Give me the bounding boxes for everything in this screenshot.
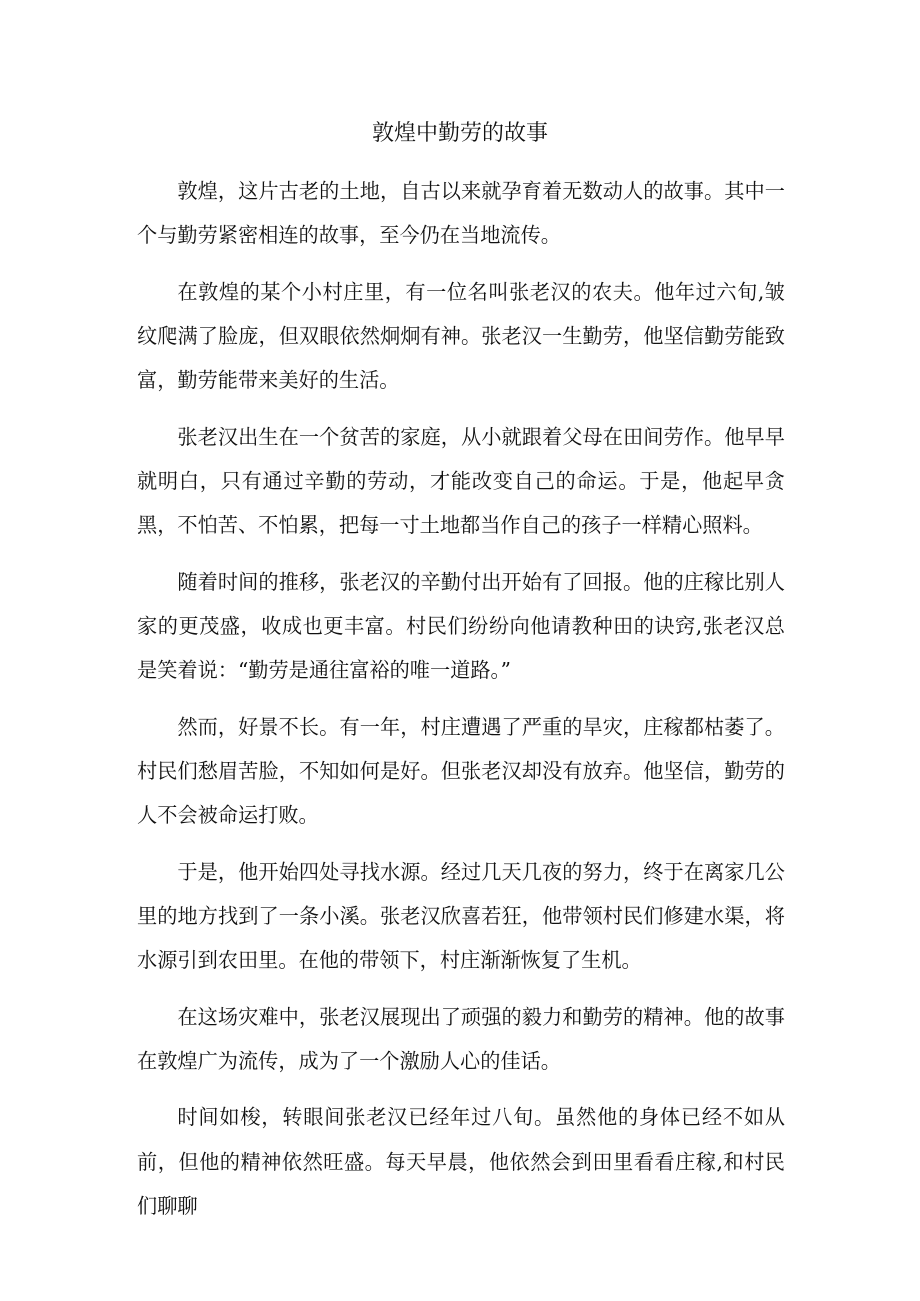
document-title: 敦煌中勤劳的故事	[371, 121, 548, 146]
paragraph: 在敦煌的某个小村庄里，有一位名叫张老汉的农夫。他年过六旬,皱纹爬满了脸庞，但双眼依然炯炯有神。张老汉一生勤劳，他坚信勤劳能致富，勤劳能带来美好的生活。	[137, 279, 785, 393]
paragraph: 时间如梭，转眼间张老汉已经年过八旬。虽然他的身体已经不如从前，但他的精神依然旺盛。每天早晨，他依然会到田里看看庄稼,和村民们聊聊	[137, 1105, 785, 1219]
paragraph: 于是，他开始四处寻找水源。经过几天几夜的努力，终于在离家几公里的地方找到了一条小溪。张老汉欣喜若狂，他带领村民们修建水渠，将水源引到农田里。在他的带领下，村庄渐渐恢复了生机。	[137, 859, 785, 973]
paragraph: 张老汉出生在一个贫苦的家庭，从小就跟着父母在田间劳作。他早早就明白，只有通过辛勤的劳动，才能改变自己的命运。于是，他起早贪黑，不怕苦、不怕累，把每一寸土地都当作自己的孩子一样精心照料。	[137, 424, 785, 538]
paragraph: 敦煌，这片古老的土地，自古以来就孕育着无数动人的故事。其中一个与勤劳紧密相连的故事，至今仍在当地流传。	[137, 179, 785, 248]
paragraph: 然而，好景不长。有一年，村庄遭遇了严重的旱灾，庄稼都枯萎了。村民们愁眉苦脸，不知如何是好。但张老汉却没有放弃。他坚信，勤劳的人不会被命运打败。	[137, 714, 785, 828]
document-body	[137, 169, 785, 1240]
paragraph: 在这场灾难中，张老汉展现出了顽强的毅力和勤劳的精神。他的故事在敦煌广为流传，成为了一个激励人心的佳话。	[137, 1004, 785, 1074]
paragraph: 随着时间的推移，张老汉的辛勤付出开始有了回报。他的庄稼比别人家的更茂盛，收成也更丰富。村民们纷纷向他请教种田的诀窍,张老汉总是笑着说：“勤劳是通往富裕的唯一道路。”	[137, 569, 785, 683]
